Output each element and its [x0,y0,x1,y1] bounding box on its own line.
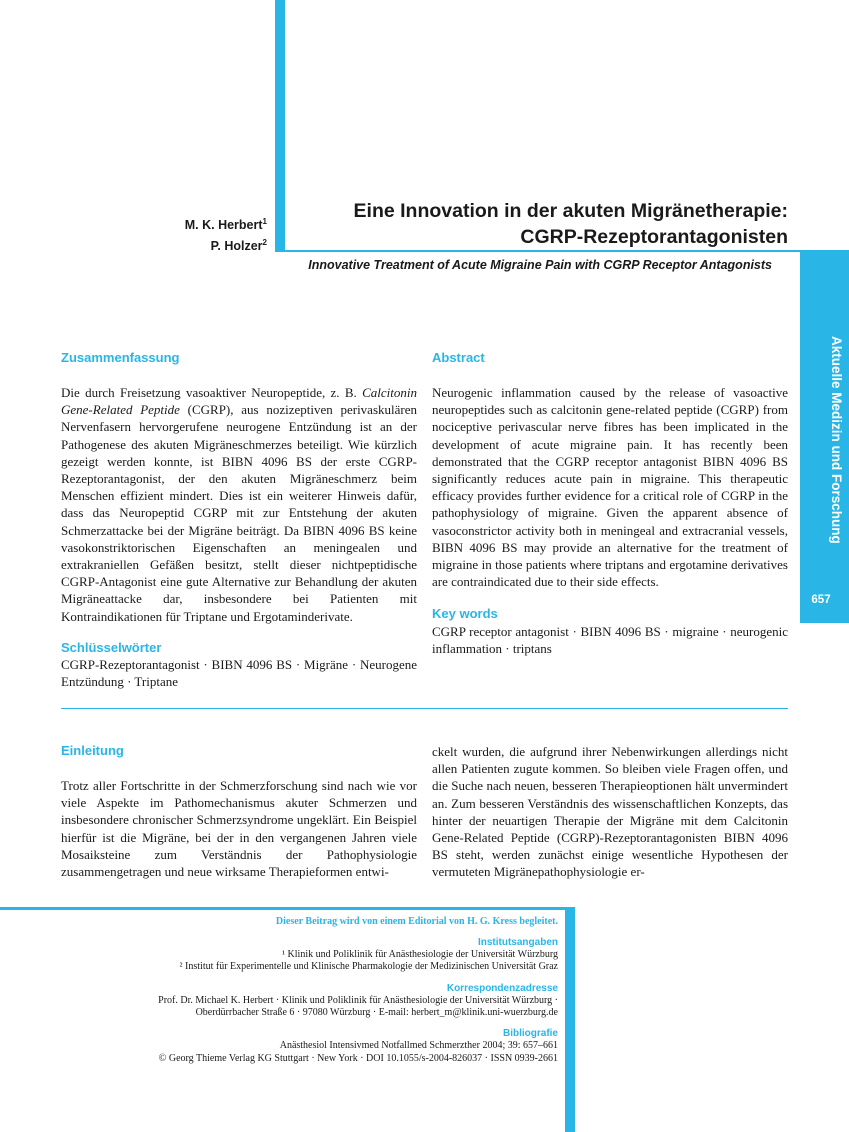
title-rule [285,250,800,252]
einleitung-text: Trotz aller Fortschritte in der Schmerzforschung sind nach wie vor viele Aspekte im Pathomechanismus akuter Schmerzen und insbesondere chronischer Schmerzsyndrome ungeklärt. Ein Beispiel hierfür ist die Migräne, bei der in den vergangenen Jahren viele Mosaiksteine zum Verständnis der Pathophysiologie zusammengetragen und neue wirksame Therapieformen entwi- [61,778,417,880]
abstract-text: Neurogenic inflammation caused by the release of vasoactive neuropeptides such as calcitonin gene-related peptide (CGRP) from nociceptive perivascular nerve fibres has been implicated in the development of acute migraine pain. It has recently been demonstrated that the CGRP receptor antagonist BIBN 4096 BS significantly reduces acute pain in migraine. This therapeutic efficacy provides further evidence for a critical role of CGRP in the pathophysiology of migraine. Given the apparent absence of vasoconstrictor activity both in meningeal and extracranial vessels, BIBN 4096 BS may provide an alternative for the treatment of migraine in those patients where triptans and ergotamine derivatives are contraindicated due to their side effects. [432,385,788,590]
bibliografie-line: © Georg Thieme Verlag KG Stuttgart · New York · DOI 10.1055/s-2004-826037 · ISSN 0939-2661 [158,1053,558,1064]
schluesselwoerter-heading: Schlüsselwörter [61,640,162,655]
title-line: Eine Innovation in der akuten Migränetherapie: [353,200,788,222]
institution-line: ¹ Klinik und Poliklinik für Anästhesiologie der Universität Würzburg [282,949,558,960]
footer-accent-bar [565,907,575,1132]
bibliografie-heading: Bibliografie [502,1028,558,1039]
keywords-heading: Key words [432,606,498,621]
korrespondenz-line: Prof. Dr. Michael K. Herbert · Klinik und Poliklinik für Anästhesiologie der Universität Würzburg · [158,995,558,1006]
schluesselwoerter-text: CGRP-Rezeptorantagonist · BIBN 4096 BS · Migräne · Neurogene Entzündung · Triptane [61,657,417,690]
abstract-heading: Abstract [432,350,485,365]
section-divider [61,708,788,709]
title-line: CGRP-Rezeptorantagonisten [520,226,788,248]
bibliografie-line: Anästhesiol Intensivmed Notfallmed Schmerzther 2004; 39: 657–661 [279,1040,558,1051]
keywords-text: CGRP receptor antagonist · BIBN 4096 BS · migraine · neurogenic inflammation · triptans [432,624,788,657]
korrespondenz-heading: Korrespondenzadresse [446,983,558,994]
page-number: 657 [811,594,831,606]
author: M. K. Herbert$^1$ [184,217,267,233]
einleitung-heading: Einleitung [61,743,124,758]
zusammenfassung-heading: Zusammenfassung [61,350,180,365]
top-accent-bar [275,0,285,252]
author: P. Holzer$^2$ [210,238,267,254]
author-list [150,213,267,255]
einleitung-continuation: ckelt wurden, die aufgrund ihrer Nebenwirkungen allerdings nicht allen Patienten zugute kommen. So bleiben viele Fragen offen, und die Suche nach neuen, besseren Therapieoptionen hält unvermindert an. Zum besseren Verständnis des wissenschaftlichen Konzepts, das hinter der neuartigen Therapie der Migräne mit dem Calcitonin Gene-Related Peptide (CGRP)-Rezeptorantagonisten BIBN 4096 BS steht, werden zunächst einige wesentliche Hypothesen der vermuteten Migränepathophysiologie er- [432,744,788,880]
institutsangaben-heading: Institutsangaben [477,937,558,948]
article-subtitle: Innovative Treatment of Acute Migraine Pain with CGRP Receptor Antagonists [308,258,772,272]
side-tab-label: Aktuelle Medizin und Forschung [829,336,844,544]
article-title [295,198,788,250]
korrespondenz-line: Oberdürrbacher Straße 6 · 97080 Würzburg · E-mail: herbert_m@klinik.uni-wuerzburg.de [195,1007,558,1018]
editorial-note: Dieser Beitrag wird von einem Editorial von H. G. Kress begleitet. [275,916,558,927]
institution-line: ² Institut für Experimentelle und Klinische Pharmakologie der Medizinischen Universität Graz [179,961,558,972]
zusammenfassung-text: Die durch Freisetzung vasoaktiver Neuropeptide, z. B. Calcitonin Gene-Related Peptide (CGRP), aus nozizeptiven perivaskulären Nervenfasern hervorgerufene neurogene Entzündung ist an der Pathogenese des akuten Migräneschmerzes beteiligt. Wie kürzlich gezeigt werden konnte, ist BIBN 4096 BS der erste CGRP-Rezeptorantagonist, der den akuten Migräneschmerz beim Menschen effizient mindert. Dies ist ein weiterer Hinweis dafür, dass das Neuropeptid CGRP mit zur Entstehung der akuten Schmerzattacke bei der Migräne beiträgt. Da BIBN 4096 BS keine vasokonstriktorischen Eigenschaften an meningealen und extrakraniellen Gefäßen besitzt, stellt dieser nichtpeptidische CGRP-Antagonist eine gute Alternative zur Behandlung der akuten Migräneattacke dar, insbesondere bei Patienten mit Kontraindikationen für Triptane und Ergotaminderivate. [61,385,417,624]
footer-rule [0,907,568,910]
